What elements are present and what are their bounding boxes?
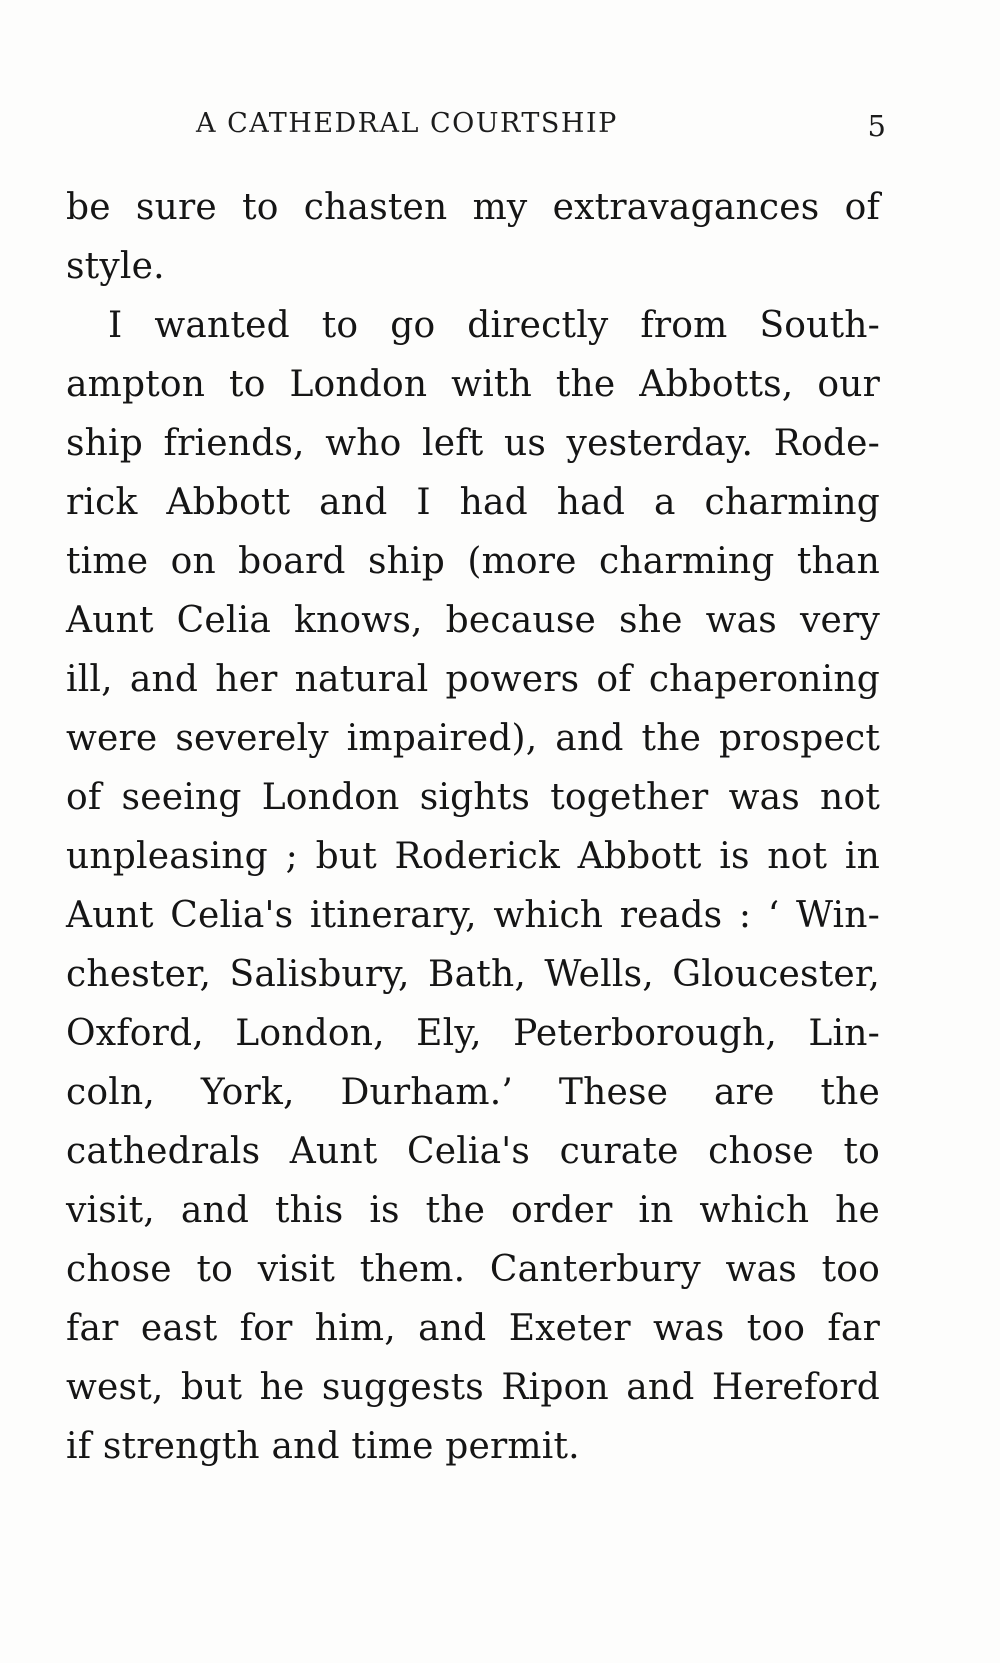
text-line: visit, and this is the order in which he [66,1190,880,1231]
text-line: be sure to chasten my extravagances of [66,187,880,228]
text-line: ill, and her natural powers of chaperoning [66,659,880,700]
running-title: A CATHEDRAL COURTSHIP [196,108,618,139]
running-head [196,104,886,144]
text-line: if strength and time permit. [66,1426,580,1467]
text-line: were severely impaired), and the prospect [66,718,880,759]
text-line: unpleasing ; but Roderick Abbott is not in [66,836,880,877]
text-line: Oxford, London, Ely, Peterborough, Lin- [66,1013,880,1054]
text-line: Aunt Celia's itinerary, which reads : ‘ Win- [66,895,880,936]
text-line: ampton to London with the Abbotts, our [66,364,880,405]
text-line: Aunt Celia knows, because she was very [66,600,880,641]
paragraph-1 [66,178,880,296]
text-line: west, but he suggests Ripon and Hereford [66,1367,880,1408]
text-line: chose to visit them. Canterbury was too [66,1249,880,1290]
text-line: of seeing London sights together was not [66,777,880,818]
paragraph-2 [66,296,880,1476]
text-line: style. [66,246,165,287]
page-number: 5 [867,109,886,143]
text-line: coln, York, Durham.’ These are the [66,1072,880,1113]
text-line: ship friends, who left us yesterday. Rode- [66,423,880,464]
text-line: rick Abbott and I had had a charming [66,482,880,523]
text-line: time on board ship (more charming than [66,541,880,582]
body-text [66,178,880,1476]
text-line: cathedrals Aunt Celia's curate chose to [66,1131,880,1172]
text-line: chester, Salisbury, Bath, Wells, Gloucester, [66,954,880,995]
text-line: I wanted to go directly from South- [108,305,880,346]
text-line: far east for him, and Exeter was too far [66,1308,880,1349]
